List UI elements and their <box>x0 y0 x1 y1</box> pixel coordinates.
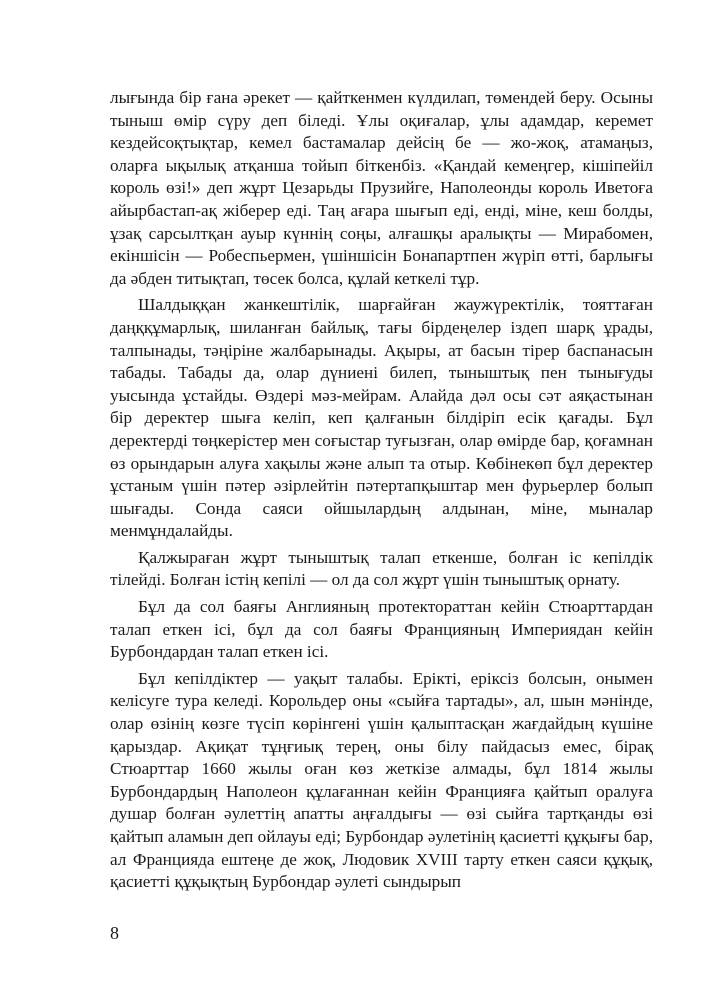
paragraph: Бұл да сол баяғы Англияның протектораттан кейін Стюарттардан талап еткен ісі, бұл да сол баяғы Францияның Империядан кейін Бурбондардан талап еткен ісі. <box>110 597 653 662</box>
paragraph: Шалдыққан жанкештілік, шарғайған жаужүректілік, тояттаған даңққұмарлық, шиланған байлық, тағы бірдеңелер іздеп шарқ ұрады, талпынады, тәңіріне жалбарынады. Ақыры, ат басын тірер баспанасын табады. Табады да, олар дүниені билеп, тыныштық пен тынығуды уысында ұстайды. Өздері мәз-мейрам. Алайда дәл осы сәт аяқастынан бір деректер шыға келіп, кеп қалғанын білдіріп есік қағады. Бұл деректерді төңкерістер мен соғыстар туғызған, олар өмірде бар, қоғамнан өз орындарын алуға хақылы және алып та отыр. Көбінекөп бұл деректер ұстаным үшін пәтер әзірлейтін пәтертапқыштар мен фурьерлер болып шығады. Сонда саяси ойшылардың алдынан, міне, мыналар менмұндалайды. <box>110 295 653 541</box>
page-number: 8 <box>110 923 119 943</box>
paragraph: Бұл кепілдіктер — уақыт талабы. Ерікті, еріксіз болсын, онымен келісуге тура келеді. Корольдер оны «сыйға тартады», ал, шын мәнінде, олар өзінің көзге түсіп көрінгені үшін қалыптасқан жағдайдың күшіне қарыздар. Ақиқат тұңғиық терең, оны білу пайдасыз емес, бірақ Стюарттар 1660 жылы оған көз жеткізе алмады, бұл 1814 жылы Бурбондардың Наполеон құлағаннан кейін Францияға қайтып оралуға душар болған әулеттің апатты аңғалдығы — өзі сыйға тартқанды өзі қайтып аламын деп ойлауы еді; Бурбондар әулетінің қасиетті құқығы бар, ал Францияда ештеңе де жоқ, Людовик XVIII тарту еткен саяси құқық, қасиетті құқықтың Бурбондар әулеті сындырып <box>110 668 653 892</box>
paragraph: лығында бір ғана әрекет — қайткенмен күлдилап, төмендей беру. Осыны тыныш өмір сүру деп біледі. Ұлы оқиғалар, ұлы адамдар, керемет кездейсоқтықтар, кемел бастамалар дейсің бе — жо-жоқ, атамаңыз, оларға ықылық атқанша тойып біткенбіз. «Қандай кемеңгер, кішіпейіл король өзі!» деп жұрт Цезарьды Прузийге, Наполеонды король Иветоға айырбастап-ақ жіберер еді. Таң ағара шығып еді, енді, міне, кеш болды, ұзақ сарсылтқан ауыр күннің соңы, алғашқы аралықты — Мирабомен, екіншісін — Робеспьермен, үшіншісін Бонапартпен жүріп өтті, барлығы да әбден титықтап, төсек болса, құлай кеткелі тұр. <box>110 88 653 288</box>
body-text <box>110 87 653 898</box>
paragraph: Қалжыраған жұрт тыныштық талап еткенше, болған іс кепілдік тілейді. Болған істің кепілі — ол да сол жұрт үшін тыныштық орнату. <box>110 547 653 590</box>
